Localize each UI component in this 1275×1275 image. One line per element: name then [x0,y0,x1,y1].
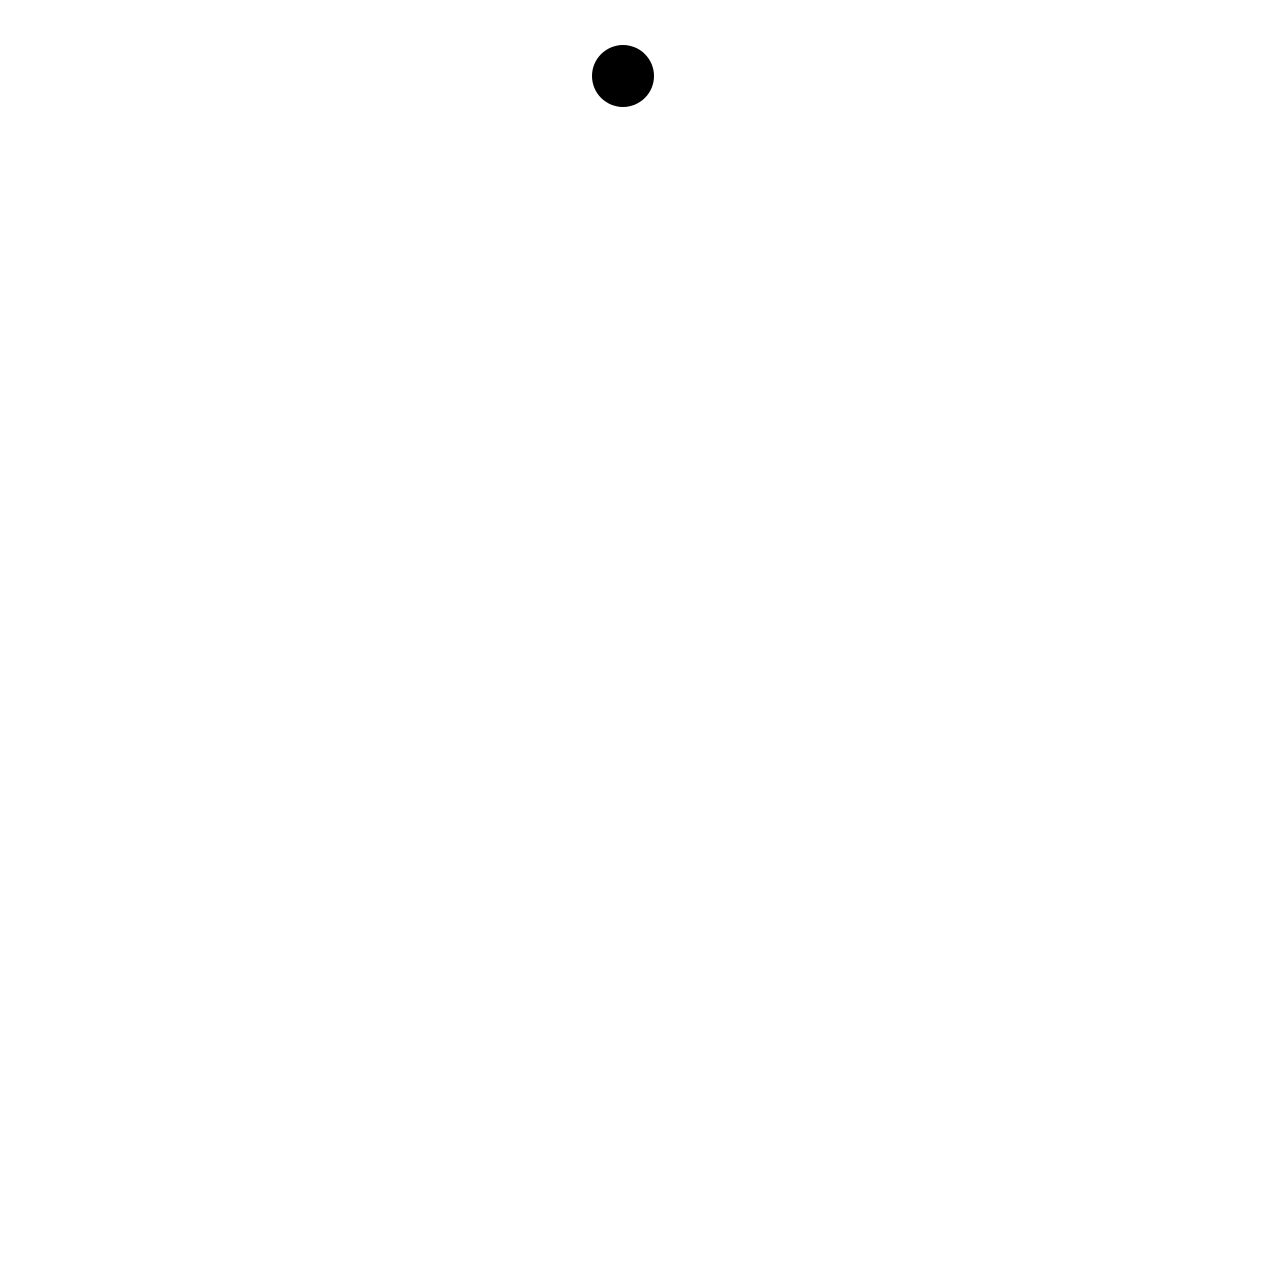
utm-emblem-icon [591,44,655,113]
diagonal-stripe [7,1182,194,1274]
logo-header [0,44,1275,113]
diagonal-stripe [1090,131,1274,222]
diagonal-stripe [70,1146,348,1274]
diagonal-stripe [137,1210,262,1272]
diagonal-stripe [0,1094,152,1168]
